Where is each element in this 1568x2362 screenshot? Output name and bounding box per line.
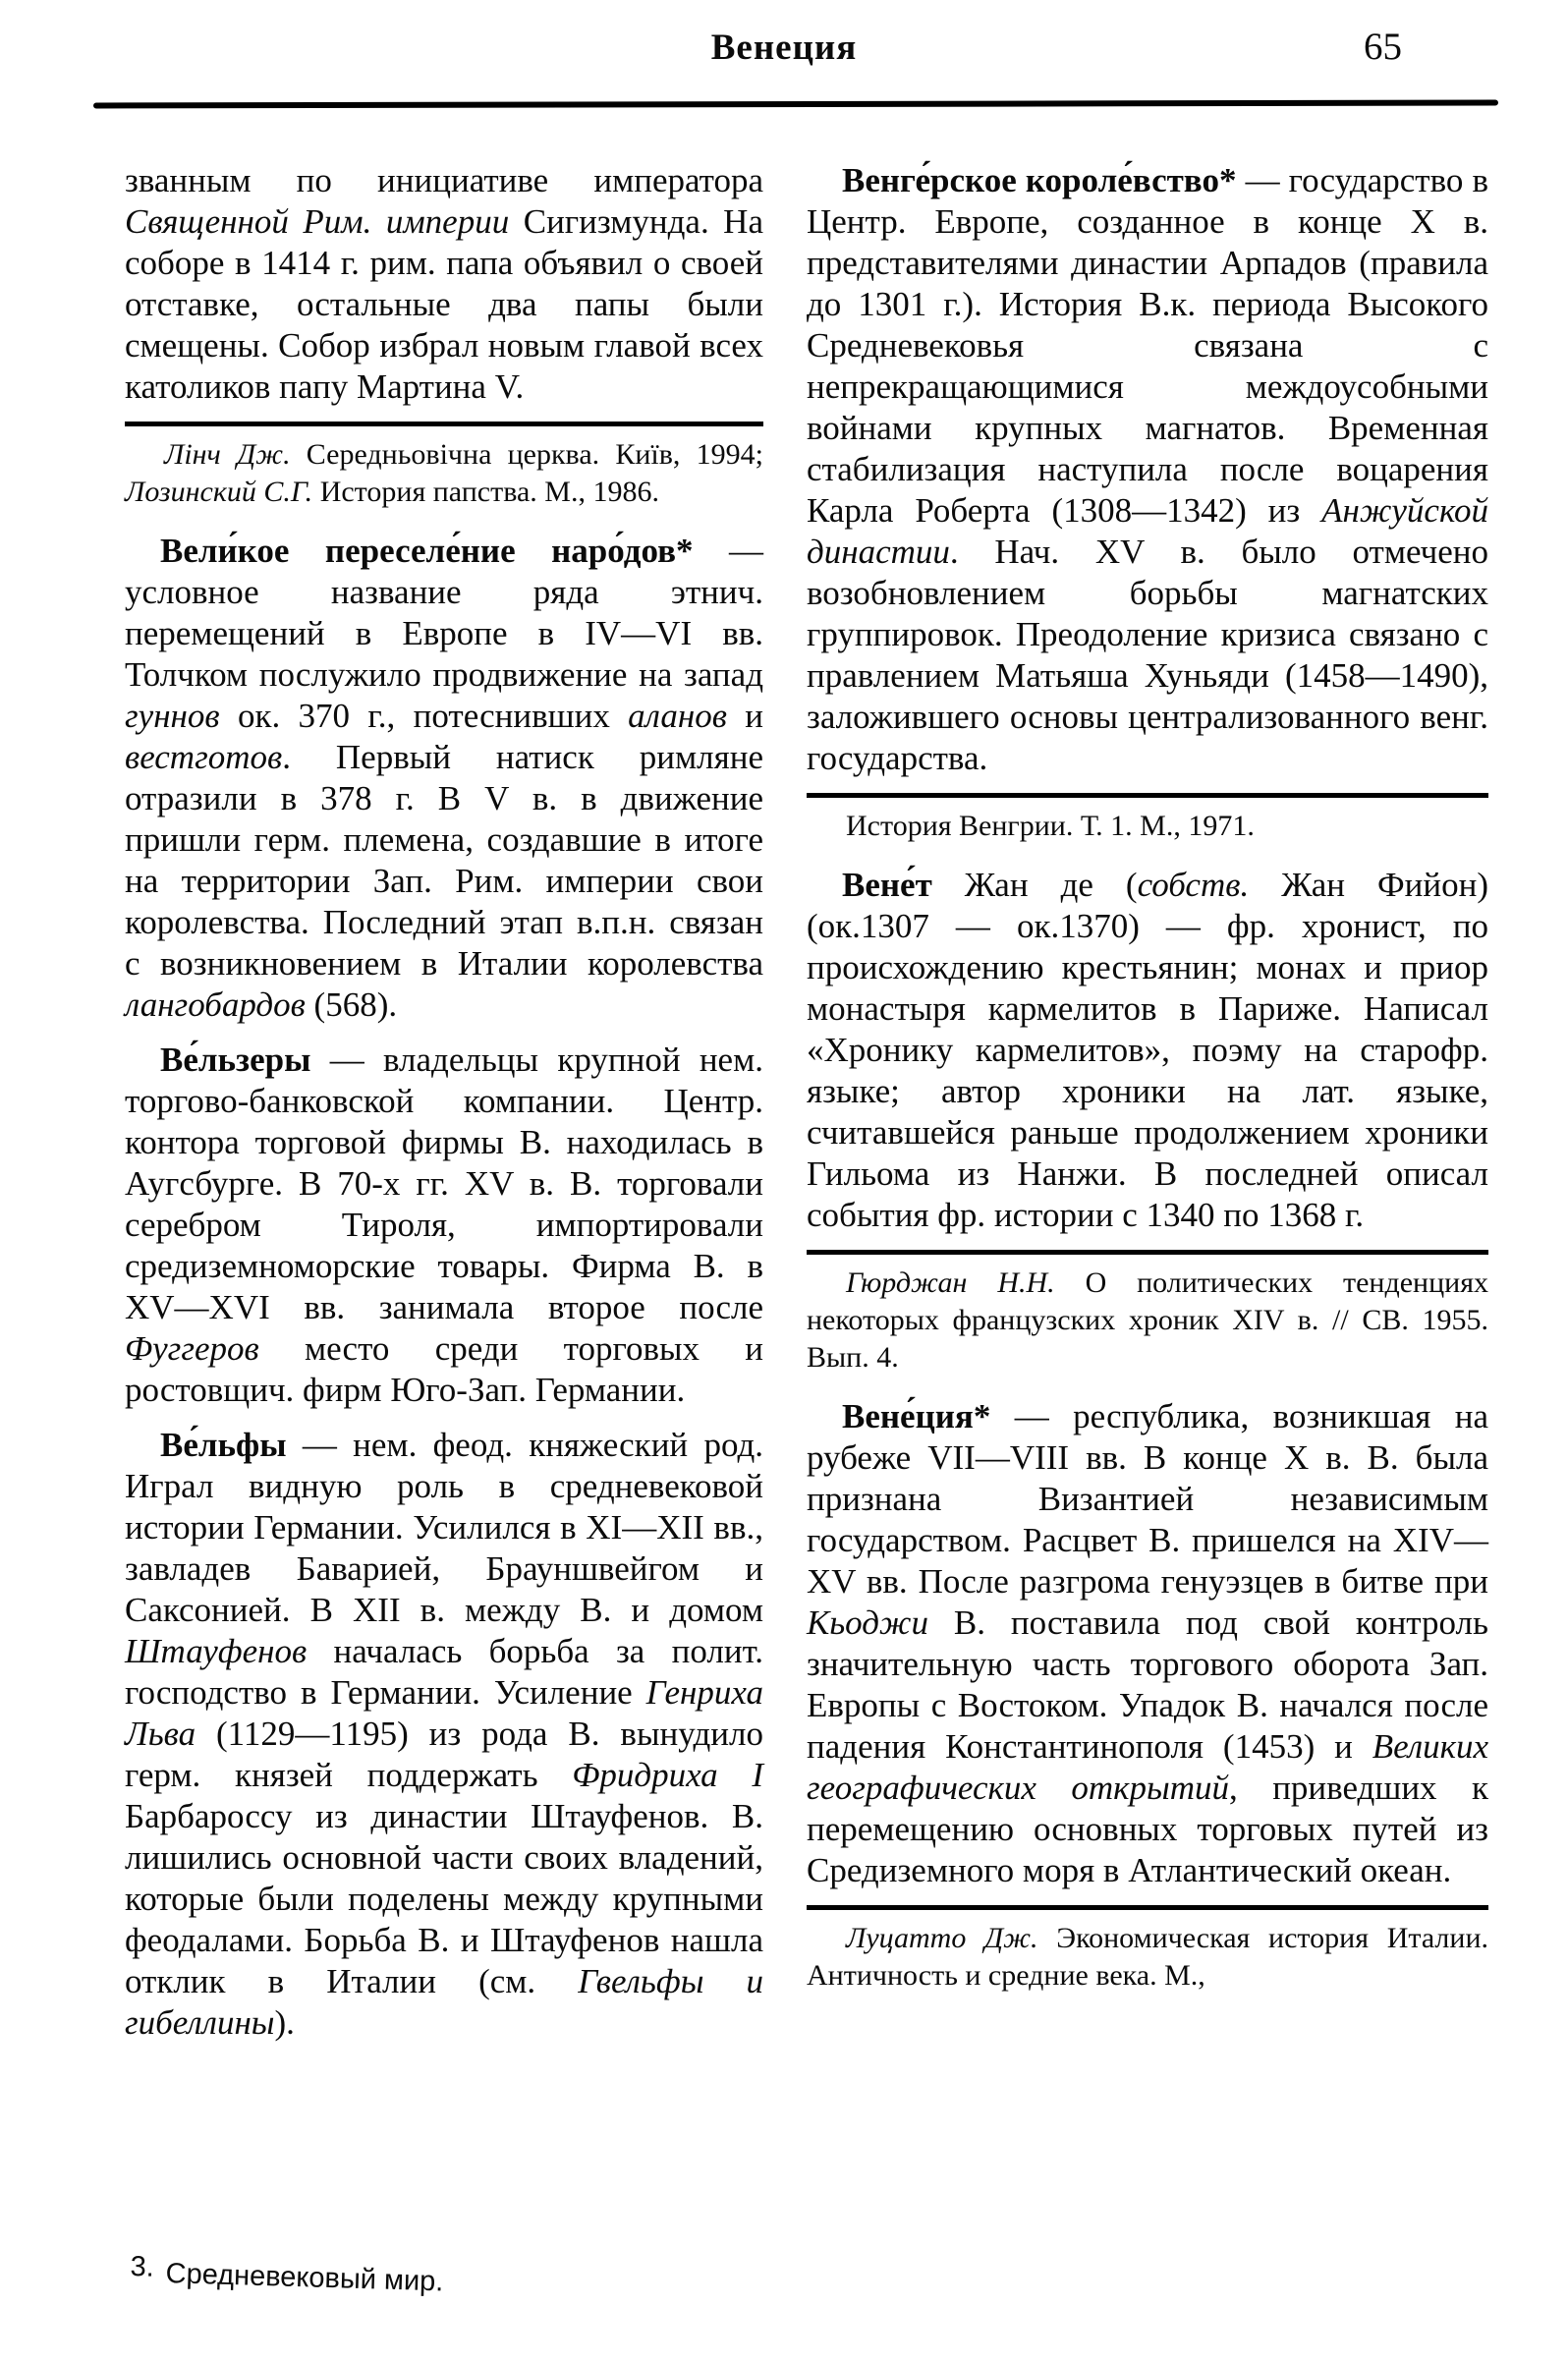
separator-rule — [125, 422, 763, 426]
paragraph-continuation: званным по инициативе императора Священной Рим. империи Сигизмунда. На соборе в 1414 г. рим. папа объявил о своей отставке, остальные два папы были смещены. Собор избрал новым главой всех католиков папу Мартина V. — [125, 161, 763, 406]
footnote-title: Средневековый мир. — [165, 2258, 444, 2298]
right-column — [807, 160, 1488, 2014]
page-number: 65 — [1364, 26, 1402, 68]
bibliography-luzzatto: Луцатто Дж. Экономическая история Италии. Античность и средние века. М., — [807, 1922, 1488, 1992]
separator-rule — [807, 1905, 1488, 1910]
entry-hungarian-kingdom: Венге́рское короле́вство* — государство в Центр. Европе, созданное в конце X в. представителями династии Арпадов (правила до 1301 г.). История В.к. периода Высокого Средневековья связана с непрекращающимися междоусобными войнами крупных магнатов. Временная стабилизация наступила после воцарения Карла Роберта (1308—1342) из Анжуйской династии. Нач. XV в. было отмечено возобновлением борьбы магнатских группировок. Преодоление кризиса связано с правлением Матьяша Хуньяди (1458—1490), заложившего основы централизованного венг. государства. — [807, 161, 1488, 777]
bibliography-gyurdzhan: Гюрджан Н.Н. О политических тенденциях некоторых французских хроник XIV в. // СВ. 1955. Вып. 4. — [807, 1266, 1488, 1374]
entry-venette: Вене́т Жан де (собств. Жан Фийон) (ок.1307 — ок.1370) — фр. хронист, по происхождению крестьянин; монах и приор монастыря кармелитов в Париже. Написал «Хронику кармелитов», поэму на старофр. языке; автор хроники на лат. языке, считавшейся раньше продолжением хроники Гильома из Нанжи. В последней описал события фр. истории с 1340 по 1368 г. — [807, 866, 1488, 1234]
entry-welfs: Ве́льфы — нем. феод. княжеский род. Играл видную роль в средневековой истории Германии. Усилился в XI—XII вв., завладев Баварией, Брауншвейгом и Саксонией. В XII в. между В. и домом Штауфенов началась борьба за полит. господство в Германии. Усиление Генриха Льва (1129—1195) из рода В. вынудило герм. князей поддержать Фридриха I Барбароссу из династии Штауфенов. В. лишились основной части своих владений, которые были поделены между крупными феодалами. Борьба В. и Штауфенов нашла отклик в Италии (см. Гвельфы и гибеллины). — [125, 1426, 763, 2042]
header-rule — [93, 100, 1498, 109]
left-column — [125, 160, 763, 2057]
separator-rule — [807, 793, 1488, 798]
entry-welsers: Ве́льзеры — владельцы крупной нем. торгово-банковской компании. Центр. контора торговой фирмы В. находилась в Аугсбурге. В 70-х гг. XV в. В. торговали серебром Тироля, импортировали средиземноморские товары. Фирма В. в XV—XVI вв. занимала второе после Фуггеров место среди торговых и ростовщич. фирм Юго-Зап. Германии. — [125, 1040, 763, 1409]
running-head: Венеция — [710, 28, 858, 68]
bibliography-lynch: Лінч Дж. Середньовічна церква. Київ, 1994; Лозинский С.Г. История папства. М., 1986. — [125, 438, 764, 508]
bibliography-hungary: История Венгрии. Т. 1. М., 1971. — [846, 810, 1255, 842]
entry-venice: Вене́ция* — республика, возникшая на рубеже VII—VIII вв. В конце X в. В. была признана Византией независимым государством. Расцвет В. пришелся на XIV—XV вв. После разгрома генуэзцев в битве при Кьоджи В. поставила под свой контроль значительную часть торгового оборота Зап. Европы с Востоком. Упадок В. начался после падения Константинополя (1453) и Великих географических открытий, приведших к перемещению основных торговых путей из Средиземного моря в Атлантический океан. — [807, 1397, 1488, 1889]
entry-great-migration: Вели́кое переселе́ние наро́дов* — условное название ряда этнич. перемещений в Европе в IV—VI вв. Толчком послужило продвижение на запад гуннов ок. 370 г., потеснивших аланов и вестготов. Первый натиск римляне отразили в 378 г. В V в. в движение пришли герм. племена, создавшие в итоге на территории Зап. Рим. империи свои королевства. Последний этап в.п.н. связан с возникновением в Италии королевства лангобардов (568). — [125, 532, 763, 1024]
footnote — [130, 2251, 444, 2299]
separator-rule — [807, 1250, 1488, 1255]
signature-number: 3. — [130, 2251, 155, 2283]
